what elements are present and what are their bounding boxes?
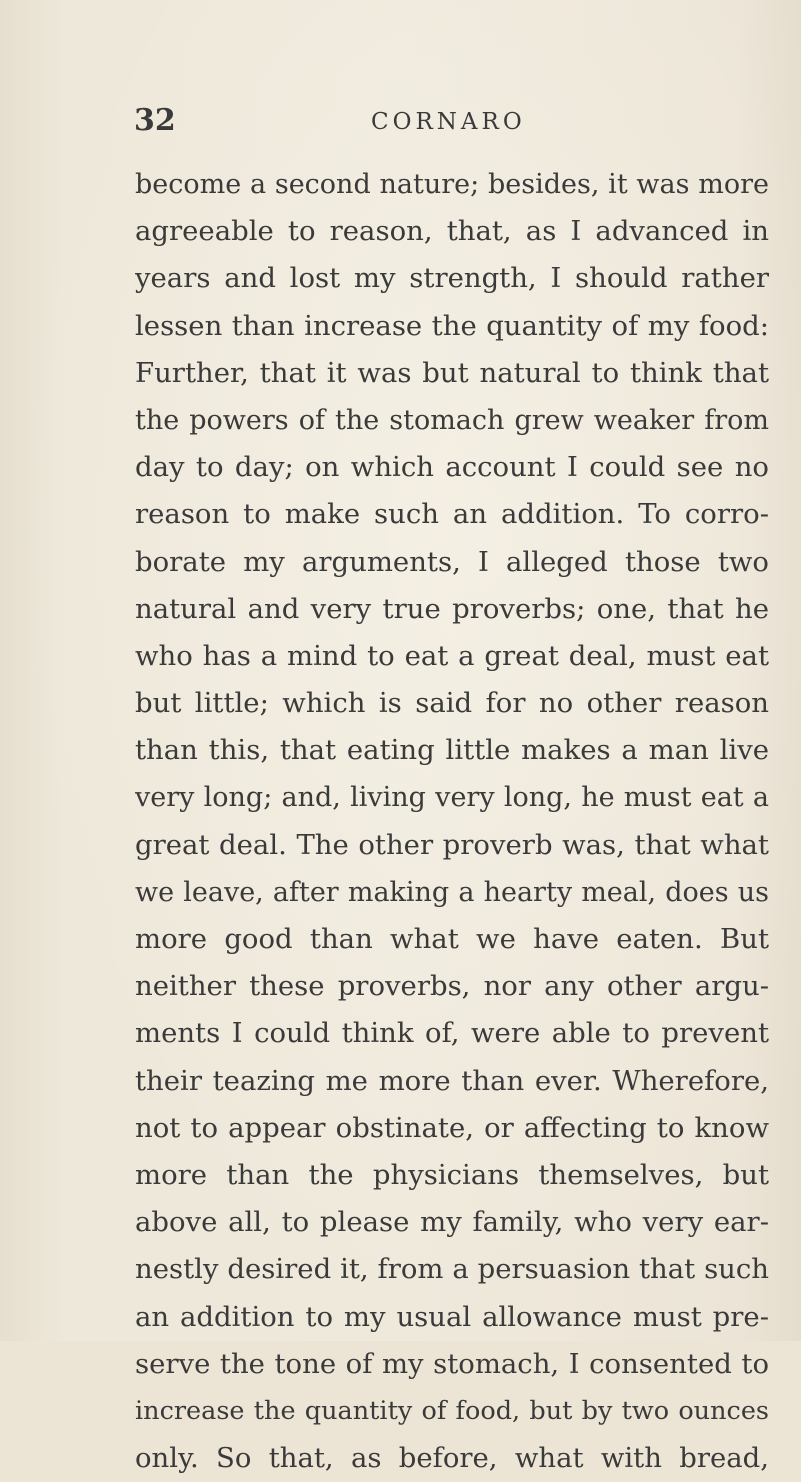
text-line: than this, that eating little makes a man live: [135, 734, 769, 767]
text-line: reason to make such an addition. To corro-: [135, 498, 769, 531]
text-line: Further, that it was but natural to think that: [135, 356, 769, 389]
text-line: natural and very true proverbs; one, that he: [135, 592, 769, 625]
text-line: an addition to my usual allowance must pre-: [135, 1300, 769, 1333]
text-line: above all, to please my family, who very ear-: [135, 1206, 769, 1239]
text-line: agreeable to reason, that, as I advanced in: [135, 215, 769, 248]
text-line: neither these proverbs, nor any other argu-: [135, 970, 769, 1003]
running-head: [0, 103, 801, 143]
text-line: great deal. The other proverb was, that what: [135, 828, 769, 861]
text-line: increase the quantity of food, but by two ounces: [135, 1395, 769, 1426]
text-line: not to appear obstinate, or affecting to know: [135, 1111, 769, 1144]
running-title: CORNARO: [371, 109, 526, 135]
text-line: very long; and, living very long, he must eat a: [135, 782, 769, 814]
text-line: the powers of the stomach grew weaker from: [135, 404, 769, 436]
body-text: [135, 161, 769, 1482]
text-line: years and lost my strength, I should rather: [135, 262, 769, 295]
text-line: day to day; on which account I could see no: [135, 451, 769, 484]
text-line: their teazing me more than ever. Wherefore,: [135, 1064, 769, 1097]
text-line: more than the physicians themselves, but: [135, 1158, 769, 1191]
text-line: borate my arguments, I alleged those two: [135, 545, 769, 578]
text-line: who has a mind to eat a great deal, must eat: [135, 639, 769, 672]
text-line: serve the tone of my stomach, I consented to: [135, 1347, 769, 1380]
text-line: but little; which is said for no other reason: [135, 687, 769, 720]
text-line: ments I could think of, were able to prevent: [135, 1017, 769, 1050]
text-line: we leave, after making a hearty meal, does us: [135, 876, 769, 908]
text-line: become a second nature; besides, it was more: [135, 169, 769, 200]
text-line: nestly desired it, from a persuasion that such: [135, 1253, 769, 1286]
text-line: lessen than increase the quantity of my food:: [135, 309, 769, 342]
page-number: 32: [134, 103, 176, 138]
text-line: only. So that, as before, what with bread,: [135, 1442, 769, 1475]
text-line: more good than what we have eaten. But: [135, 923, 769, 955]
